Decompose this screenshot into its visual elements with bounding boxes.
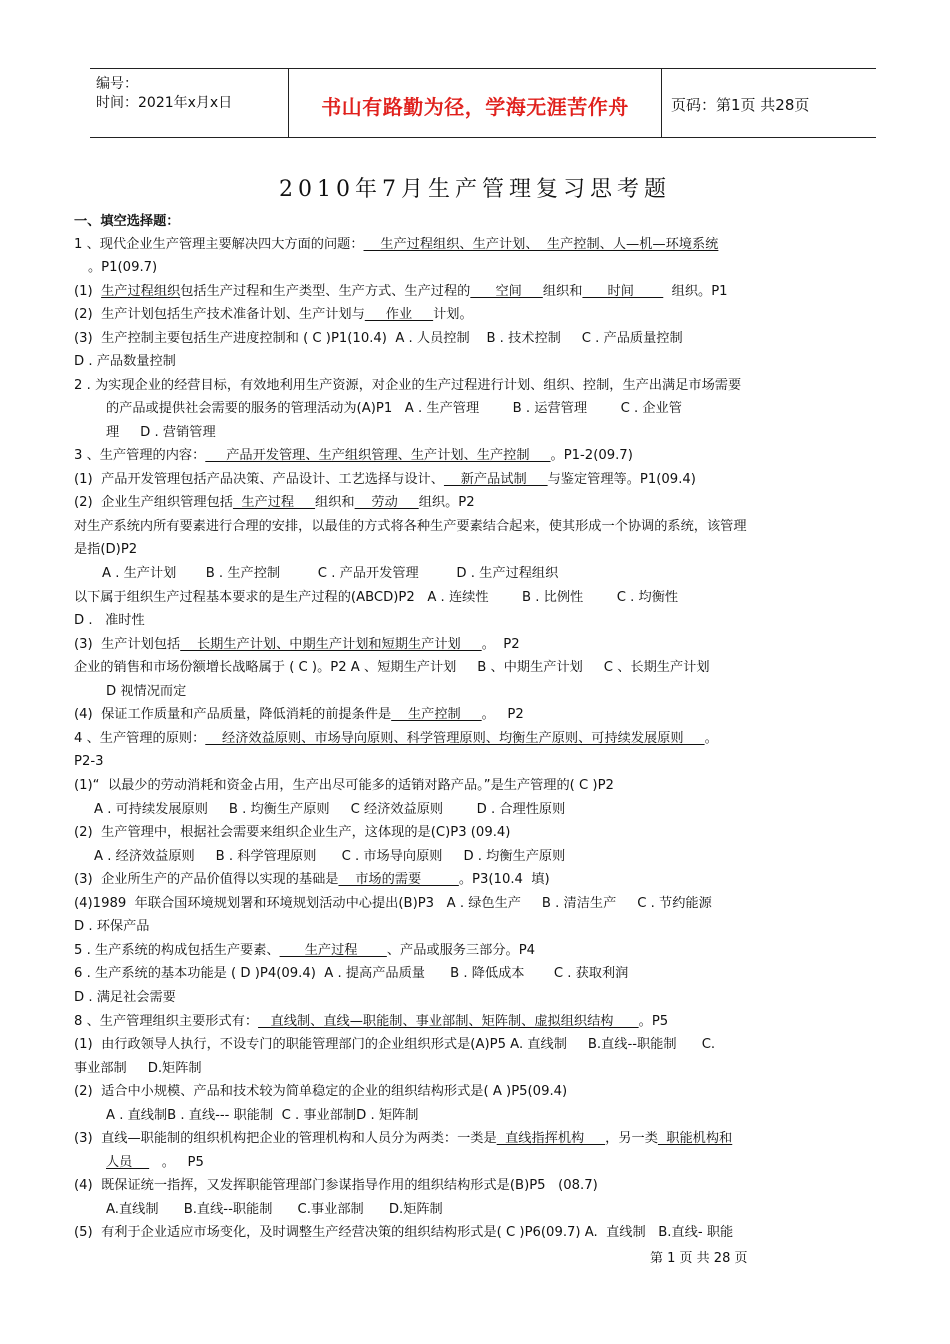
header-page-cell — [661, 69, 876, 137]
line-text: (4) 保证工作质量和产品质量，降低消耗的前提条件是 — [74, 707, 392, 722]
text-line — [106, 683, 926, 701]
line-text: 组织和 — [315, 495, 355, 510]
line-text: 。P1(09.7) — [88, 260, 158, 275]
page-footer: 第 1 页 共 28 页 — [650, 1251, 748, 1266]
answer-blank: 经济效益原则、市场导向原则、科学管理原则、均衡生产原则、可持续发展原则 — [205, 731, 705, 746]
text-line — [74, 471, 894, 489]
line-text: 。 P2 — [481, 707, 524, 722]
answer-blank: 长期生产计划、中期生产计划和短期生产计划 — [180, 637, 482, 652]
text-line — [74, 730, 894, 748]
text-line — [74, 236, 894, 254]
text-line — [74, 306, 894, 324]
line-text: 。 P5 — [149, 1155, 204, 1170]
line-text: D . 产品数量控制 — [74, 354, 176, 369]
line-text: (4)1989 年联合国环境规划署和环境规划活动中心提出(B)P3 A . 绿色生产 B . 清洁生产 C . 节约能源 — [74, 896, 712, 911]
line-text: 组织和 — [542, 284, 583, 299]
text-line — [74, 636, 894, 654]
line-text: (3) 企业所生产的产品价值得以实现的基础是 — [74, 872, 339, 887]
line-text: 。 P2 — [481, 637, 520, 652]
line-text: 以下属于组织生产过程基本要求的是生产过程的(ABCD)P2 A . 连续性 B . 比例性 C . 均衡性 — [74, 590, 679, 605]
answer-blank: 新产品试制 — [443, 472, 548, 487]
text-line — [106, 1201, 926, 1219]
text-line — [74, 1130, 894, 1148]
text-line — [106, 400, 926, 418]
text-line — [74, 541, 894, 559]
text-line — [74, 706, 894, 724]
text-line — [74, 777, 894, 795]
answer-blank: 劳动 — [354, 495, 419, 510]
document-title: 2010年7月生产管理复习思考题 — [279, 177, 671, 202]
answer-blank: 作业 — [364, 307, 434, 322]
text-line — [74, 1036, 894, 1054]
text-line — [74, 1083, 894, 1101]
answer-blank: 生产控制 — [391, 707, 482, 722]
number-label: 编号： — [96, 76, 138, 92]
answer-blank: 生产过程 — [232, 495, 316, 510]
date-label: 时间：2021年x月x日 — [96, 95, 233, 111]
line-text: A . 直线制B . 直线--- 职能制 C . 事业部制D . 矩阵制 — [106, 1108, 419, 1123]
text-line — [74, 824, 894, 842]
line-text: (1) — [74, 284, 102, 299]
line-text: 理 D . 营销管理 — [106, 425, 216, 440]
text-line — [74, 1060, 894, 1078]
line-text: 。P3(10.4 填) — [458, 872, 550, 887]
line-text: 。P1-2(09.7) — [550, 448, 633, 463]
line-text: 企业的销售和市场份额增长战略属于 ( C )。P2 A 、短期生产计划 B 、中期生产计划 C 、长期生产计划 — [74, 660, 710, 675]
text-line — [74, 918, 894, 936]
line-text: (3) 直线—职能制的组织机构把企业的管理机构和人员分为两类：一类是 — [74, 1131, 497, 1146]
text-line — [74, 753, 894, 771]
answer-blank: 空间 — [470, 284, 543, 299]
answer-blank: 生产过程组织、生产计划、 生产控制、人—机—环境系统 — [363, 237, 719, 252]
line-text: 6 . 生产系统的基本功能是 ( D )P4(09.4) A . 提高产品质量 B . 降低成本 C . 获取利润 — [74, 966, 629, 981]
line-text: A . 经济效益原则 B . 科学管理原则 C . 市场导向原则 D . 均衡生产原则 — [94, 849, 566, 864]
answer-blank: 生产过程组织 — [101, 284, 181, 299]
text-line — [74, 494, 894, 512]
text-line — [74, 612, 894, 630]
text-line — [74, 377, 894, 395]
answer-blank: 生产过程 — [279, 943, 387, 958]
text-line — [74, 659, 894, 677]
text-line — [74, 353, 894, 371]
line-text: P2-3 — [74, 754, 104, 769]
line-text: 组织。P1 — [663, 284, 728, 299]
line-text: (2) 生产管理中，根据社会需要来组织企业生产，这体现的是(C)P3 (09.4) — [74, 825, 511, 840]
line-text: ，另一类 — [605, 1131, 658, 1146]
line-text: (2) 生产计划包括生产技术准备计划、生产计划与 — [74, 307, 365, 322]
page-label: 页码：第1页 共28页 — [671, 96, 810, 114]
answer-blank: 产品开发管理、生产组织管理、生产计划、生产控制 — [205, 448, 551, 463]
answer-blank: 人员 — [106, 1155, 150, 1170]
line-text: A.直线制 B.直线--职能制 C.事业部制 D.矩阵制 — [106, 1202, 443, 1217]
text-line — [74, 283, 894, 301]
text-line — [88, 259, 908, 277]
line-text: 对生产系统内所有要素进行合理的安排，以最佳的方式将各种生产要素结合起来，使其形成一个协调的系统，该管理 — [74, 519, 747, 534]
text-line — [106, 424, 926, 442]
text-line — [94, 801, 914, 819]
text-line — [74, 213, 894, 231]
line-text: 是指(D)P2 — [74, 542, 138, 557]
line-text: (2) 企业生产组织管理包括 — [74, 495, 233, 510]
text-line — [74, 518, 894, 536]
line-text: (5) 有利于企业适应市场变化，及时调整生产经营决策的组织结构形式是( C )P6(09.7) A. 直线制 B.直线- 职能 — [74, 1225, 734, 1240]
motto: 书山有路勤为径，学海无涯苦作舟 — [321, 95, 629, 119]
line-text: D . 环保产品 — [74, 919, 150, 934]
answer-blank: 直线制、直线—职能制、事业部制、矩阵制、虚拟组织结构 — [258, 1014, 639, 1029]
text-line — [74, 1224, 894, 1242]
line-text: 组织。P2 — [418, 495, 475, 510]
line-text: 、产品或服务三部分。P4 — [386, 943, 536, 958]
line-text: (2) 适合中小规模、产品和技术较为简单稳定的企业的组织结构形式是( A )P5(09.4) — [74, 1084, 568, 1099]
text-line — [106, 1107, 926, 1125]
line-text: 。P5 — [638, 1014, 669, 1029]
line-text: A . 生产计划 B . 生产控制 C . 产品开发管理 D . 生产过程组织 — [102, 566, 559, 581]
line-text: 8 、生产管理组织主要形式有： — [74, 1014, 259, 1029]
text-line — [74, 989, 894, 1007]
line-text: 一、填空选择题： — [74, 214, 180, 229]
line-text: (4) 既保证统一指挥，又发挥职能管理部门参谋指导作用的组织结构形式是(B)P5 (08.7) — [74, 1178, 598, 1193]
line-text: 事业部制 D.矩阵制 — [74, 1061, 202, 1076]
text-line — [94, 848, 914, 866]
answer-blank: 职能机构和 — [657, 1131, 733, 1146]
text-line — [74, 895, 894, 913]
line-text: 。 — [704, 731, 718, 746]
text-line — [102, 565, 922, 583]
answer-blank: 时间 — [582, 284, 664, 299]
header-info-cell — [90, 69, 288, 137]
answer-blank: 直线指挥机构 — [496, 1131, 606, 1146]
text-line — [74, 447, 894, 465]
line-text: (3) 生产控制主要包括生产进度控制和 ( C )P1(10.4) A . 人员控制 B . 技术控制 C . 产品质量控制 — [74, 331, 683, 346]
text-line — [74, 871, 894, 889]
text-line — [74, 589, 894, 607]
answer-blank: 市场的需要 — [338, 872, 459, 887]
text-line — [74, 330, 894, 348]
line-text: (1) 产品开发管理包括产品决策、产品设计、工艺选择与设计、 — [74, 472, 444, 487]
line-text: 与鉴定管理等。P1(09.4) — [547, 472, 696, 487]
text-line — [74, 942, 894, 960]
text-line — [74, 1013, 894, 1031]
text-line — [74, 965, 894, 983]
line-text: (1) 由行政领导人执行，不设专门的职能管理部门的企业组织形式是(A)P5 A. 直线制 B.直线--职能制 C. — [74, 1037, 716, 1052]
line-text: 的产品或提供社会需要的服务的管理活动为(A)P1 A . 生产管理 B . 运营管理 C . 企业管 — [106, 401, 682, 416]
line-text: 包括生产过程和生产类型、生产方式、生产过程的 — [180, 284, 471, 299]
line-text: 2 . 为实现企业的经营目标，有效地利用生产资源，对企业的生产过程进行计划、组织、控制，生产出满足市场需要 — [74, 378, 742, 393]
line-text: D . 满足社会需要 — [74, 990, 176, 1005]
line-text: 4 、生产管理的原则： — [74, 731, 206, 746]
text-line — [106, 1154, 926, 1172]
line-text: 3 、生产管理的内容： — [74, 448, 206, 463]
text-line — [74, 1177, 894, 1195]
header-motto-cell — [288, 69, 662, 137]
line-text: (3) 生产计划包括 — [74, 637, 181, 652]
line-text: D 视情况而定 — [106, 684, 187, 699]
line-text: 1 、现代企业生产管理主要解决四大方面的问题： — [74, 237, 364, 252]
line-text: A . 可持续发展原则 B . 均衡生产原则 C 经济效益原则 D . 合理性原则 — [94, 802, 566, 817]
line-text: D . 准时性 — [74, 613, 145, 628]
page-header — [90, 68, 876, 138]
line-text: (1)“ 以最少的劳动消耗和资金占用，生产出尽可能多的适销对路产品。”是生产管理的( C )P2 — [74, 778, 614, 793]
line-text: 5 . 生产系统的构成包括生产要素、 — [74, 943, 280, 958]
line-text: 计划。 — [433, 307, 473, 322]
